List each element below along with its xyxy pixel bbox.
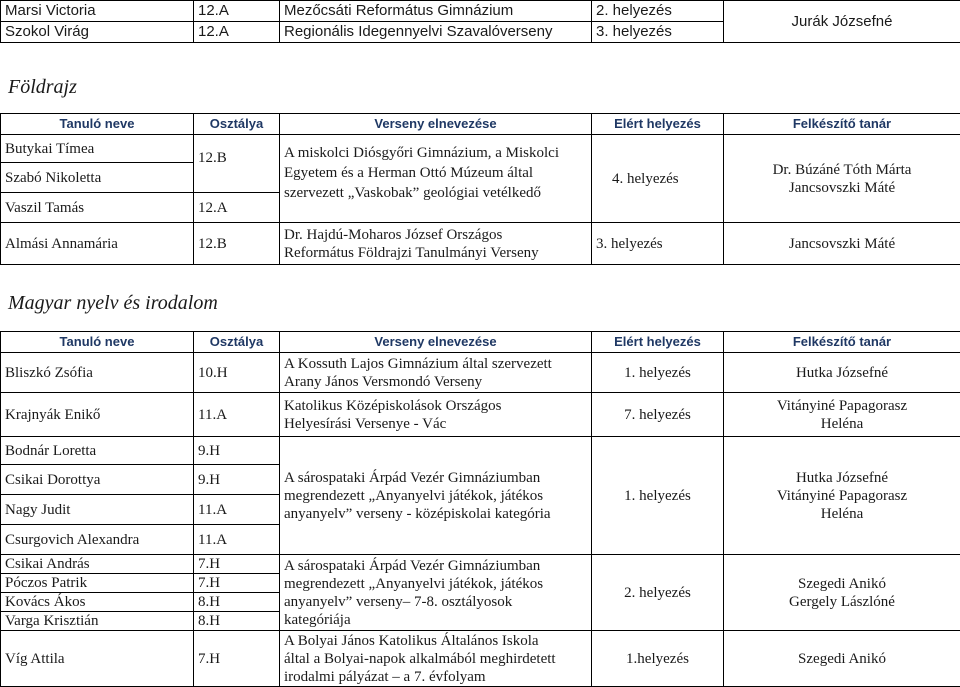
header-teacher: Felkészítő tanár <box>724 332 960 353</box>
section-title-foldrajz: Földrajz <box>8 76 77 99</box>
student-name: Almási Annamária <box>1 223 194 265</box>
contest-name <box>280 393 592 437</box>
student-name: Vaszil Tamás <box>1 193 194 223</box>
contest-line: Egyetem és a Herman Ottó Múzeum által <box>284 163 587 183</box>
teacher-line: Hutka Józsefné <box>728 469 956 487</box>
table-row <box>1 223 960 265</box>
student-name: Kovács Ákos <box>1 593 194 612</box>
student-name: Butykai Tímea <box>1 135 194 163</box>
contest-name: Mezőcsáti Református Gimnázium <box>280 1 592 22</box>
student-name: Szabó Nikoletta <box>1 163 194 193</box>
student-class: 12.A <box>194 22 280 43</box>
contest-name <box>280 437 592 555</box>
placement: 1.helyezés <box>592 631 724 687</box>
student-class: 12.A <box>194 193 280 223</box>
placement: 4. helyezés <box>592 135 724 223</box>
student-name: Víg Attila <box>1 631 194 687</box>
teacher-line: Gergely Lászlóné <box>728 593 956 611</box>
student-class: 11.A <box>194 525 280 555</box>
header-name: Tanuló neve <box>1 332 194 353</box>
contest-name <box>280 353 592 393</box>
student-class: 9.H <box>194 465 280 495</box>
student-class: 10.H <box>194 353 280 393</box>
contest-line: A sárospataki Árpád Vezér Gimnáziumban <box>284 557 587 575</box>
contest-line: Katolikus Középiskolások Országos <box>284 397 587 415</box>
contest-line: Dr. Hajdú-Moharos József Országos <box>284 226 587 244</box>
teacher-line: Vitányiné Papagorasz <box>728 397 956 415</box>
header-name: Tanuló neve <box>1 114 194 135</box>
student-class: 11.A <box>194 393 280 437</box>
table-row <box>1 631 960 687</box>
header-place: Elért helyezés <box>592 332 724 353</box>
student-name: Póczos Patrik <box>1 574 194 593</box>
teacher <box>724 135 960 223</box>
student-name: Bliszkó Zsófia <box>1 353 194 393</box>
contest-name <box>280 223 592 265</box>
placement: 2. helyezés <box>592 1 724 22</box>
contest-line: A miskolci Diósgyőri Gimnázium, a Miskolci <box>284 143 587 163</box>
student-name: Krajnyák Enikő <box>1 393 194 437</box>
table-header-row <box>1 332 960 353</box>
student-class: 7.H <box>194 574 280 593</box>
contest-line: A Bolyai János Katolikus Általános Iskola <box>284 632 587 650</box>
student-name: Csikai András <box>1 555 194 574</box>
header-class: Osztálya <box>194 114 280 135</box>
teacher-line: Jancsovszki Máté <box>728 179 956 197</box>
teacher-line: Dr. Búzáné Tóth Márta <box>728 161 956 179</box>
section-title-magyar: Magyar nyelv és irodalom <box>8 292 218 315</box>
student-name: Nagy Judit <box>1 495 194 525</box>
top-results-table <box>0 0 960 43</box>
teacher <box>724 393 960 437</box>
student-name: Csikai Dorottya <box>1 465 194 495</box>
table-header-row <box>1 114 960 135</box>
table-row <box>1 437 960 465</box>
teacher: Jancsovszki Máté <box>724 223 960 265</box>
header-contest: Verseny elnevezése <box>280 114 592 135</box>
teacher-line: Heléna <box>728 505 956 523</box>
student-class: 8.H <box>194 612 280 631</box>
placement: 1. helyezés <box>592 437 724 555</box>
student-name: Marsi Victoria <box>1 1 194 22</box>
teacher <box>724 437 960 555</box>
student-name: Csurgovich Alexandra <box>1 525 194 555</box>
table-row <box>1 393 960 437</box>
teacher: Jurák Józsefné <box>724 1 960 43</box>
contest-line: Helyesírási Versenye - Vác <box>284 415 587 433</box>
placement: 3. helyezés <box>592 223 724 265</box>
student-class: 9.H <box>194 437 280 465</box>
student-name: Bodnár Loretta <box>1 437 194 465</box>
header-place: Elért helyezés <box>592 114 724 135</box>
header-contest: Verseny elnevezése <box>280 332 592 353</box>
contest-line: szervezett „Vaskobak” geológiai vetélkedő <box>284 183 587 203</box>
teacher: Hutka Józsefné <box>724 353 960 393</box>
placement: 3. helyezés <box>592 22 724 43</box>
student-class: 11.A <box>194 495 280 525</box>
table-row <box>1 353 960 393</box>
teacher: Szegedi Anikó <box>724 631 960 687</box>
student-class: 12.A <box>194 1 280 22</box>
contest-line: A Kossuth Lajos Gimnázium által szervezett <box>284 355 587 373</box>
contest-line: megrendezett „Anyanyelvi játékok, játékos <box>284 575 587 593</box>
student-class: 8.H <box>194 593 280 612</box>
table-row <box>1 555 960 574</box>
contest-name <box>280 135 592 223</box>
contest-line: anyanyelv” verseny - középiskolai kategória <box>284 505 587 523</box>
student-class: 7.H <box>194 631 280 687</box>
teacher-line: Szegedi Anikó <box>728 575 956 593</box>
teacher-line: Vitányiné Papagorasz <box>728 487 956 505</box>
teacher <box>724 555 960 631</box>
table-row <box>1 135 960 163</box>
foldrajz-table <box>0 113 960 265</box>
teacher-line: Heléna <box>728 415 956 433</box>
student-name: Varga Krisztián <box>1 612 194 631</box>
student-class: 12.B <box>194 223 280 265</box>
header-class: Osztálya <box>194 332 280 353</box>
contest-line: irodalmi pályázat – a 7. évfolyam <box>284 668 587 686</box>
placement: 7. helyezés <box>592 393 724 437</box>
contest-line: kategóriája <box>284 611 587 629</box>
student-name: Szokol Virág <box>1 22 194 43</box>
placement: 1. helyezés <box>592 353 724 393</box>
contest-name: Regionális Idegennyelvi Szavalóverseny <box>280 22 592 43</box>
student-class: 12.B <box>194 135 280 193</box>
contest-line: anyanyelv” verseny– 7-8. osztályosok <box>284 593 587 611</box>
contest-line: Református Földrajzi Tanulmányi Verseny <box>284 244 587 262</box>
header-teacher: Felkészítő tanár <box>724 114 960 135</box>
table-row <box>1 1 960 22</box>
placement: 2. helyezés <box>592 555 724 631</box>
contest-line: által a Bolyai-napok alkalmából meghirdetett <box>284 650 587 668</box>
student-class: 7.H <box>194 555 280 574</box>
contest-name <box>280 631 592 687</box>
magyar-table <box>0 331 960 687</box>
contest-line: A sárospataki Árpád Vezér Gimnáziumban <box>284 469 587 487</box>
contest-line: Arany János Versmondó Verseny <box>284 373 587 391</box>
contest-line: megrendezett „Anyanyelvi játékok, játékos <box>284 487 587 505</box>
contest-name <box>280 555 592 631</box>
